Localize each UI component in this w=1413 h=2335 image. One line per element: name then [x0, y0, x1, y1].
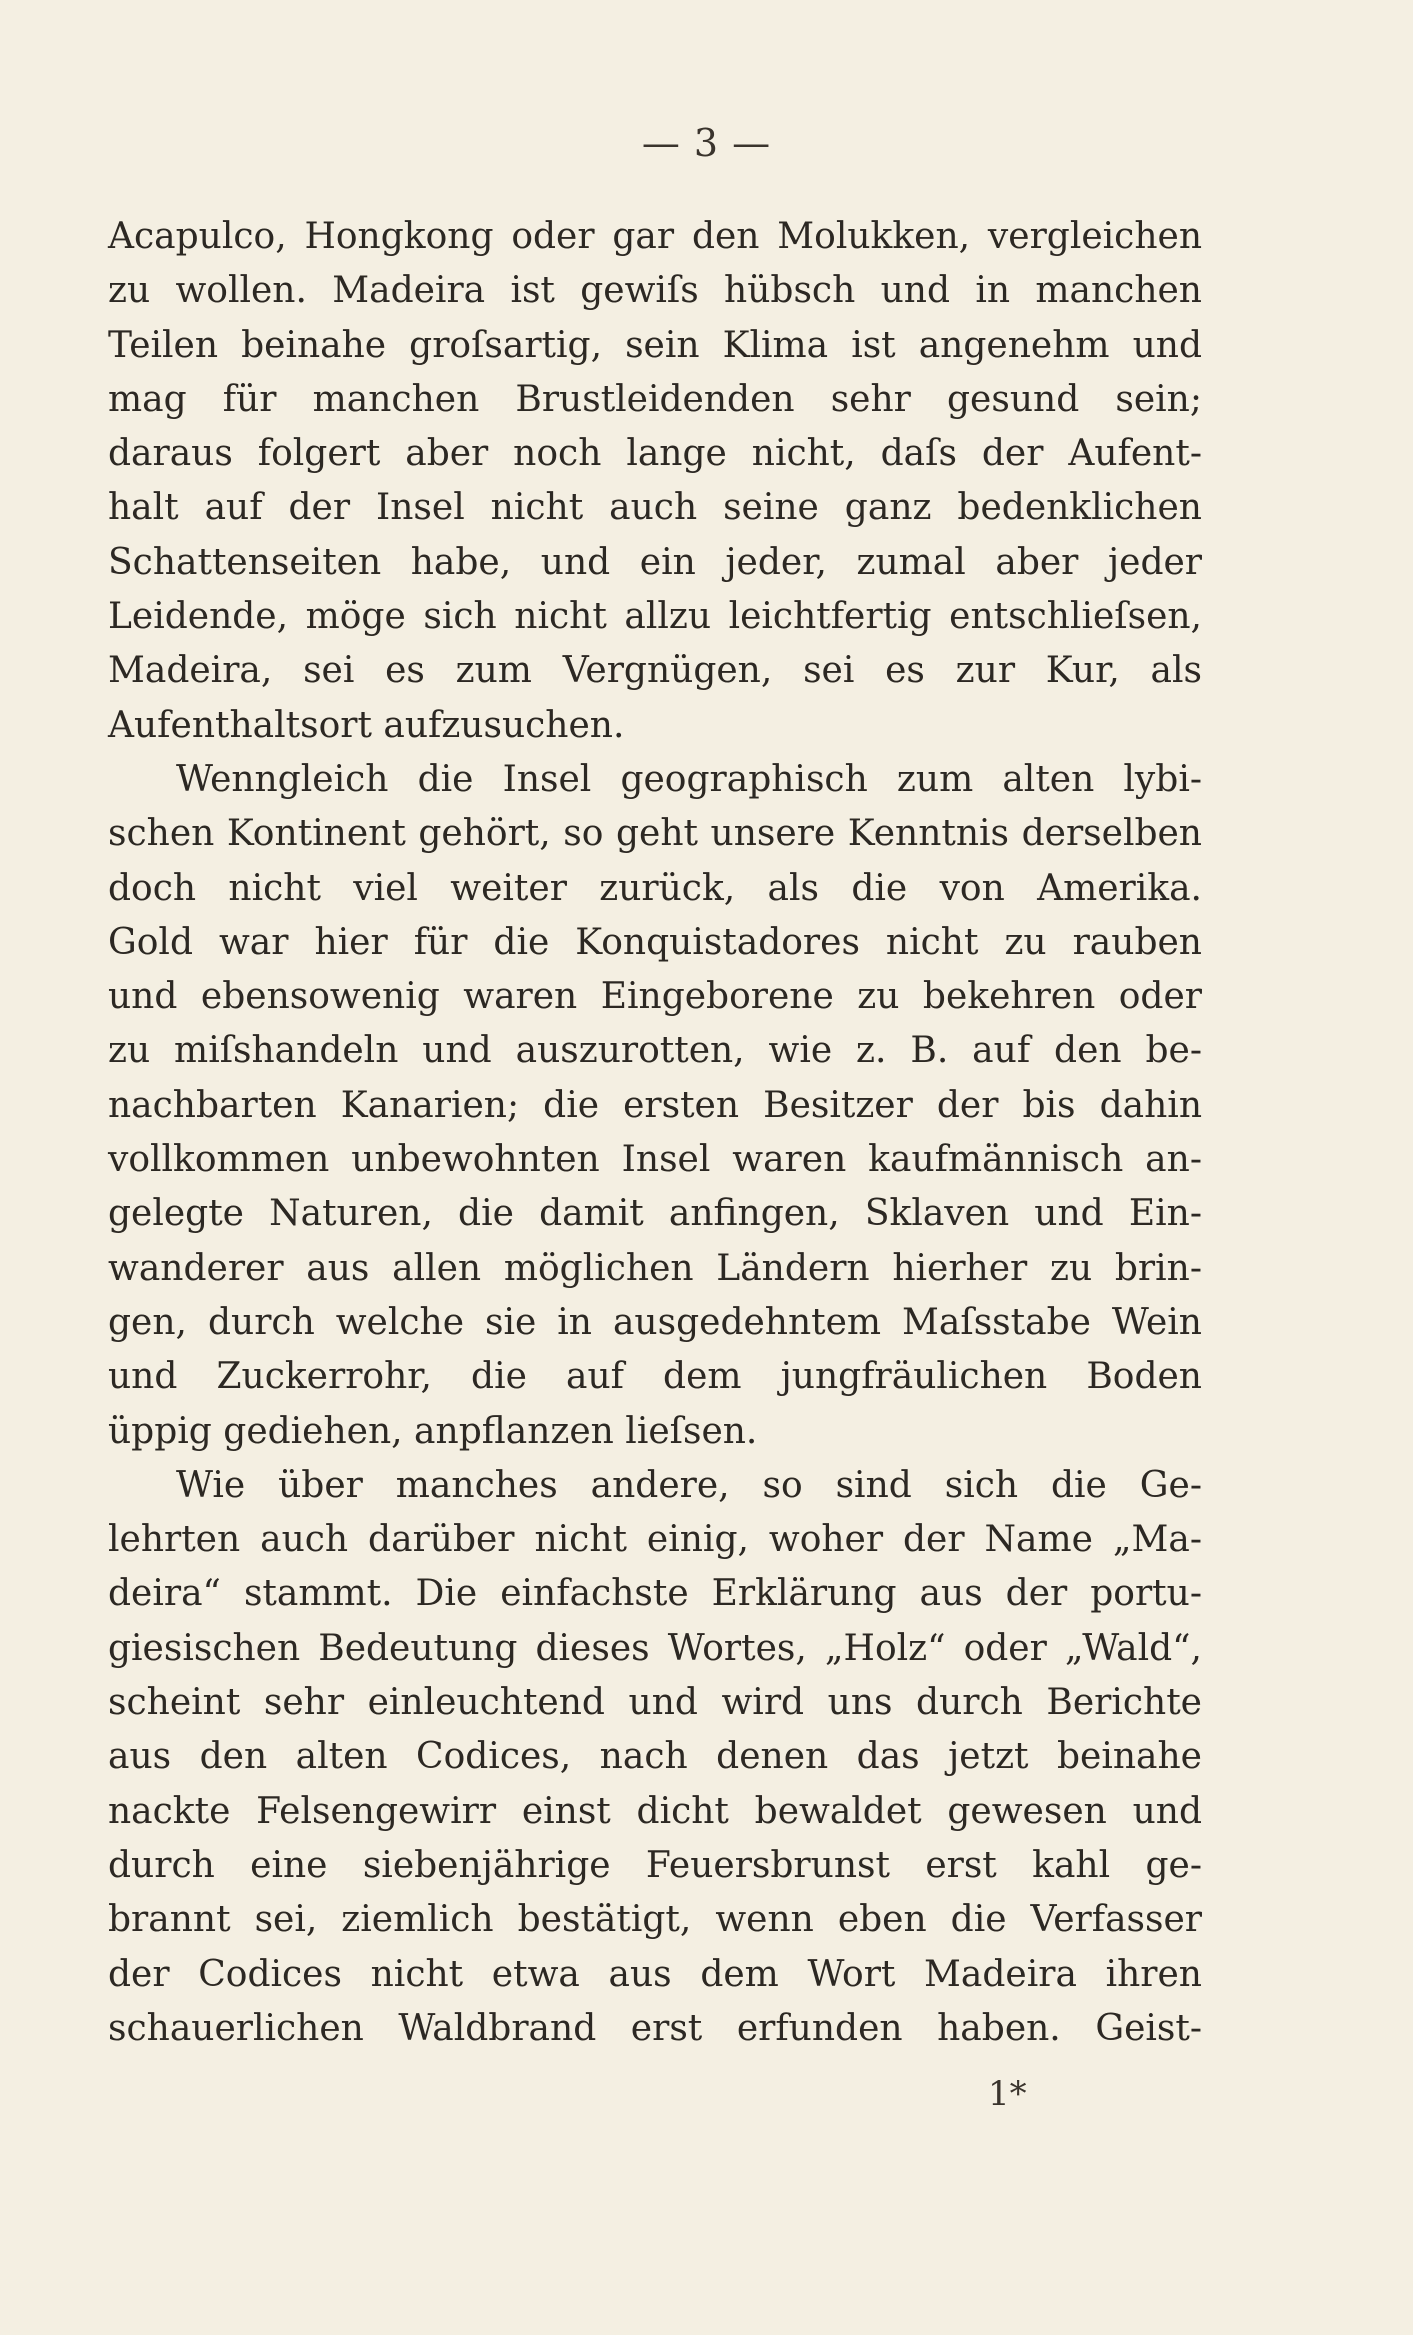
text-line: mag für manchen Brustleidenden sehr gesund sein; — [108, 378, 1202, 420]
body-text — [108, 210, 1202, 2056]
text-line: gelegte Naturen, die damit anfingen, Sklaven und Ein- — [108, 1193, 1202, 1235]
text-line: und Zuckerrohr, die auf dem jungfräulichen Boden — [108, 1356, 1202, 1398]
text-line: schen Kontinent gehört, so geht unsere Kenntnis derselben — [108, 813, 1202, 855]
text-line: zu miſshandeln und auszurotten, wie z. B. auf den be- — [108, 1030, 1202, 1072]
text-line: durch eine siebenjährige Feuersbrunst erst kahl ge- — [108, 1844, 1202, 1886]
text-line: Madeira, sei es zum Vergnügen, sei es zur Kur, als — [108, 650, 1202, 692]
text-line: brannt sei, ziemlich bestätigt, wenn eben die Verfasser — [108, 1899, 1202, 1941]
text-line: Acapulco, Hongkong oder gar den Molukken, vergleichen — [108, 216, 1202, 257]
text-line: wanderer aus allen möglichen Ländern hierher zu brin- — [108, 1247, 1202, 1289]
text-line: und ebensowenig waren Eingeborene zu bekehren oder — [108, 976, 1202, 1018]
text-line: Leidende, möge sich nicht allzu leichtfertig entschlieſsen, — [108, 596, 1202, 638]
text-line: Wie über manches andere, so sind sich die Ge- — [176, 1464, 1202, 1506]
signature-mark: 1* — [988, 2074, 1027, 2114]
text-line: Schattenseiten habe, und ein jeder, zumal aber jeder — [108, 541, 1202, 583]
text-line: gen, durch welche sie in ausgedehntem Maſsstabe Wein — [108, 1301, 1202, 1343]
text-line: daraus folgert aber noch lange nicht, daſs der Aufent- — [108, 433, 1202, 475]
text-line: Wenngleich die Insel geographisch zum alten lybi- — [176, 758, 1202, 800]
text-line: lehrten auch darüber nicht einig, woher der Name „Ma- — [108, 1519, 1202, 1561]
text-line: Teilen beinahe groſsartig, sein Klima ist angenehm und — [108, 324, 1202, 366]
text-line: deira“ stammt. Die einfachste Erklärung aus der portu- — [108, 1573, 1202, 1615]
text-line: nackte Felsengewirr einst dicht bewaldet gewesen und — [108, 1790, 1202, 1832]
text-line: halt auf der Insel nicht auch seine ganz bedenklichen — [108, 487, 1202, 529]
text-line: der Codices nicht etwa aus dem Wort Madeira ihren — [108, 1953, 1202, 1995]
text-line: Aufenthaltsort aufzusuchen. — [108, 704, 625, 746]
text-line: zu wollen. Madeira ist gewiſs hübsch und in manchen — [108, 270, 1202, 312]
text-line: Gold war hier für die Konquistadores nicht zu rauben — [108, 921, 1202, 963]
text-line: nachbarten Kanarien; die ersten Besitzer der bis dahin — [108, 1084, 1202, 1126]
page-number-header: — 3 — — [641, 121, 772, 165]
text-line: doch nicht viel weiter zurück, als die von Amerika. — [108, 867, 1202, 909]
text-line: giesischen Bedeutung dieses Wortes, „Holz“ oder „Wald“, — [108, 1627, 1202, 1669]
text-line: vollkommen unbewohnten Insel waren kaufmännisch an- — [108, 1139, 1202, 1181]
text-line: aus den alten Codices, nach denen das jetzt beinahe — [108, 1736, 1202, 1778]
text-line: scheint sehr einleuchtend und wird uns durch Berichte — [108, 1682, 1202, 1724]
text-line: schauerlichen Waldbrand erst erfunden haben. Geist- — [108, 2007, 1202, 2049]
text-line: üppig gediehen, anpflanzen lieſsen. — [108, 1410, 758, 1452]
